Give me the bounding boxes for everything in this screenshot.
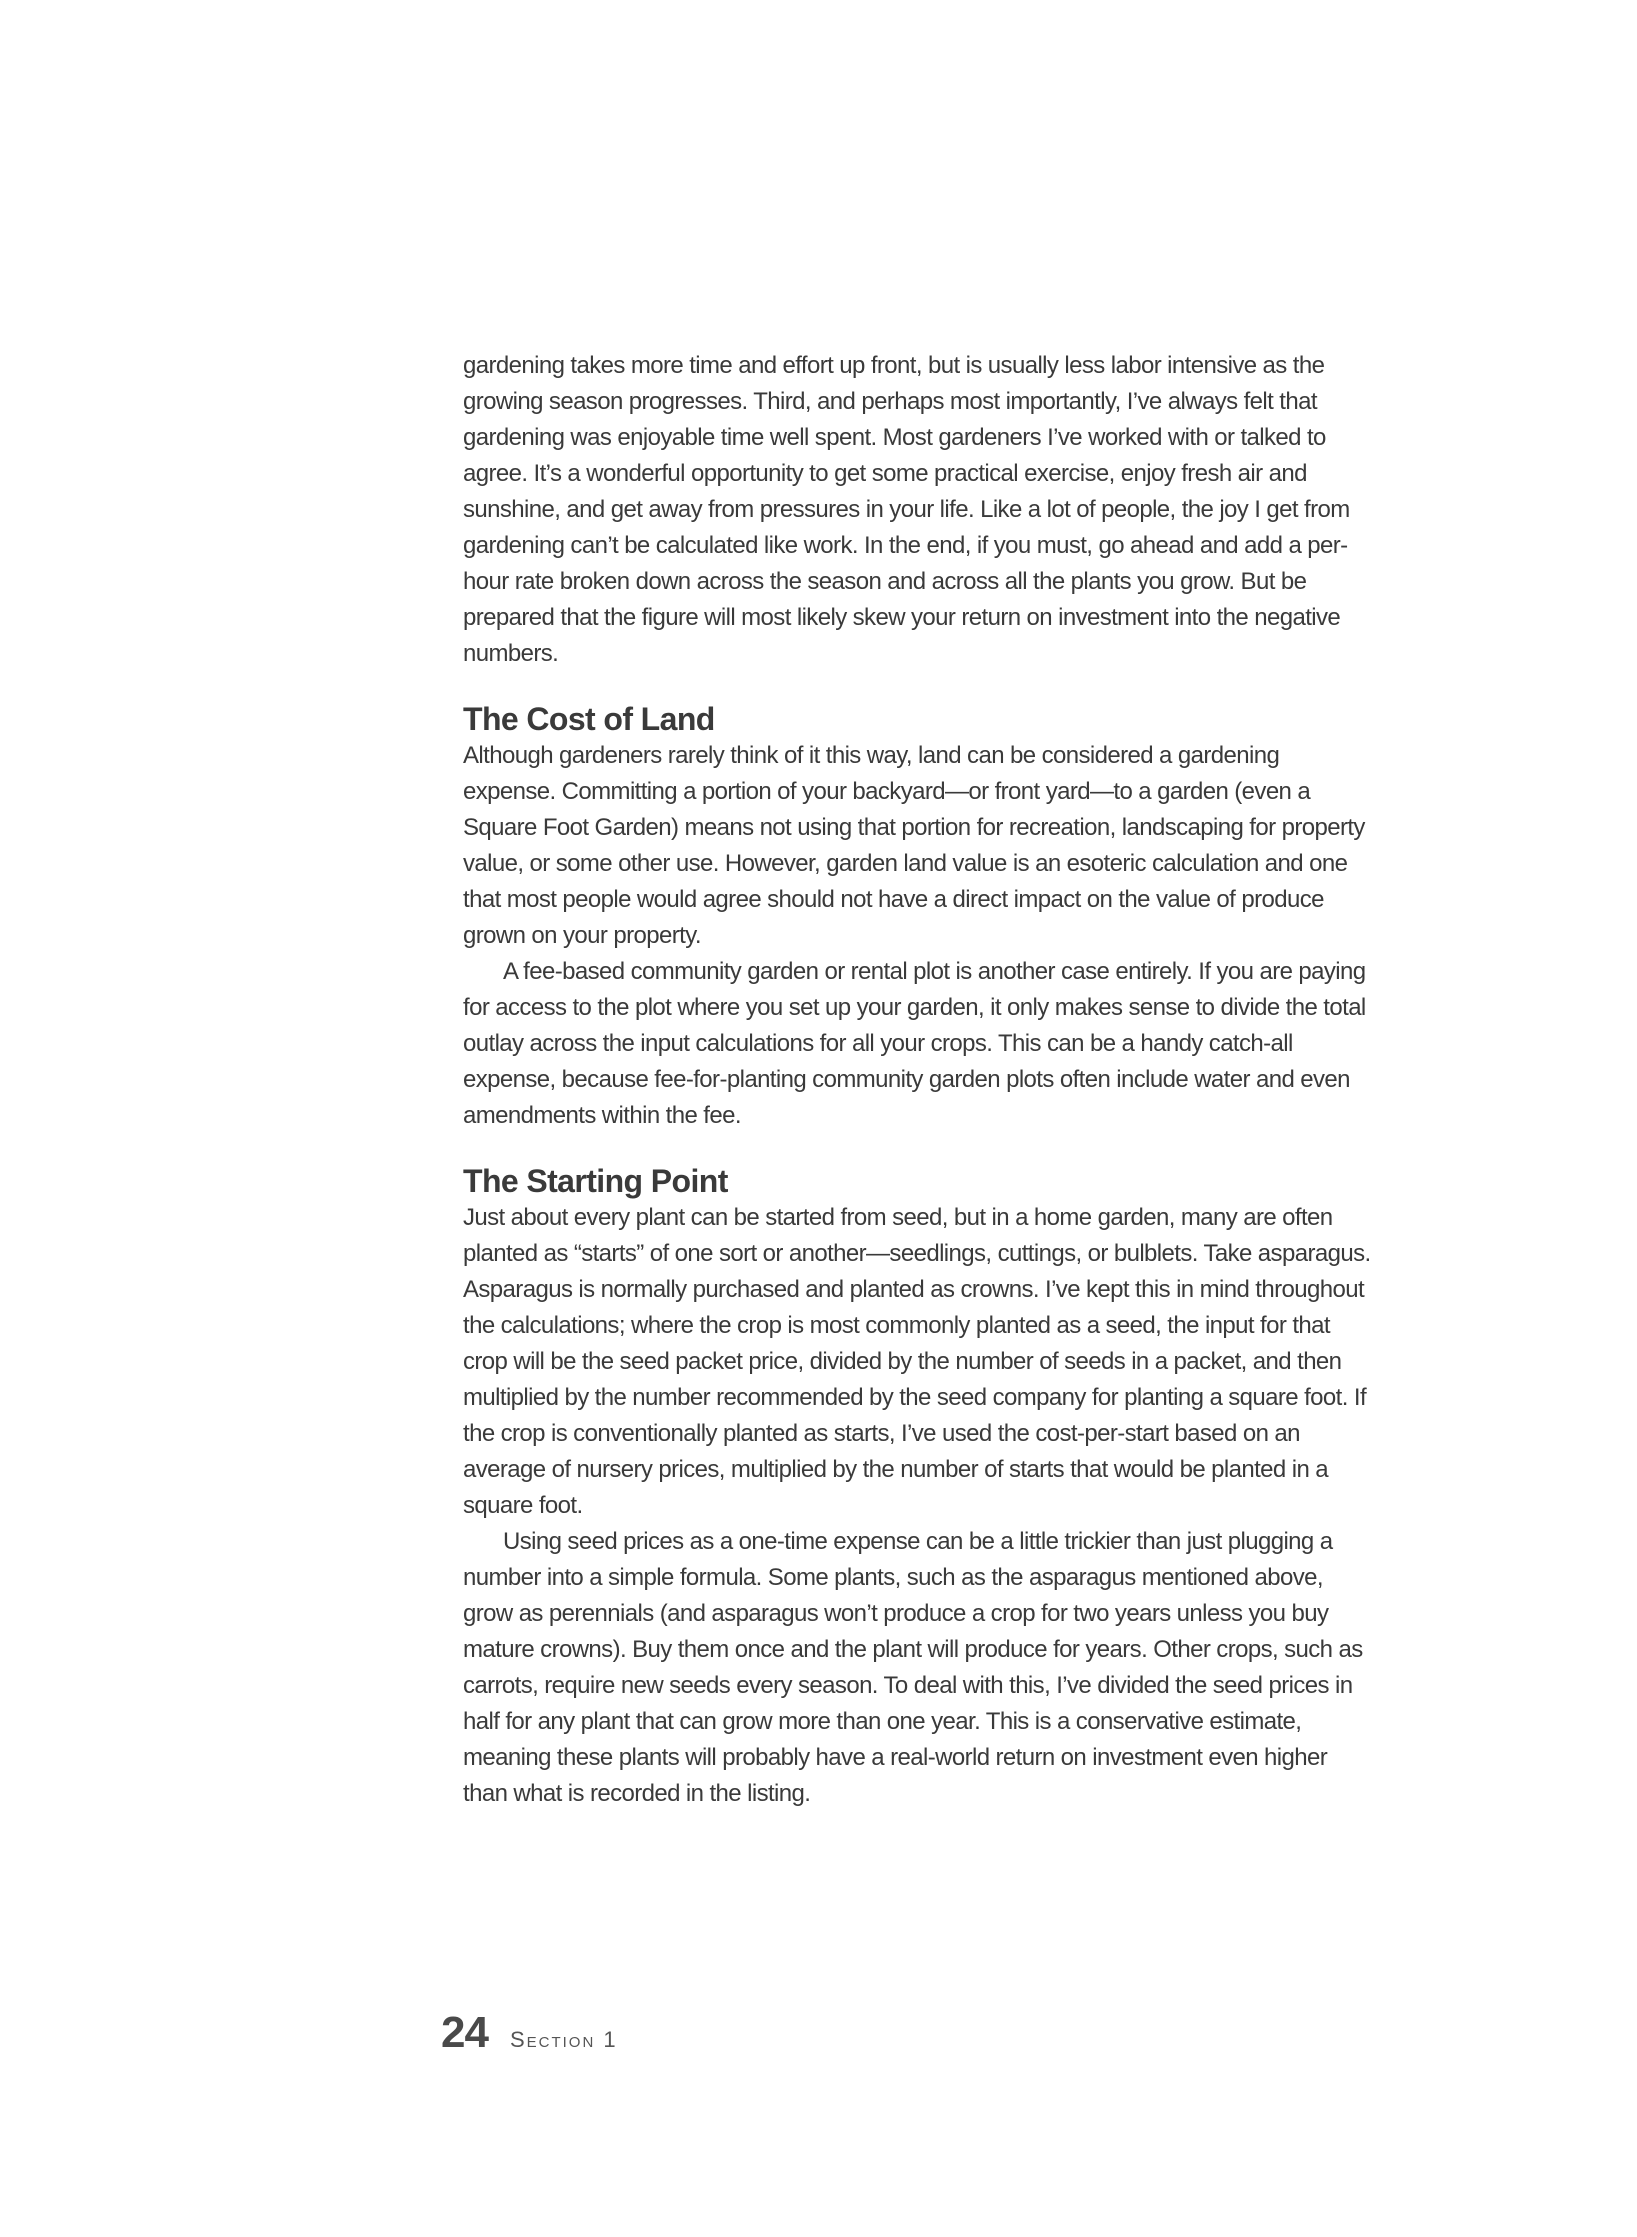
- page-number: 24: [441, 2008, 488, 2057]
- land-paragraph-2: A fee-based community garden or rental plot is another case entirely. If you are paying for access to the plot where you set up your garden, it only makes sense to divide the total outlay across the input calculations for all your crops. This can be a handy catch-all expense, because fee-for-planting community garden plots often include water and even amendments within the fee.: [463, 958, 1366, 1129]
- starting-paragraph-2: Using seed prices as a one-time expense can be a little trickier than just plugging a number into a simple formula. Some plants, such as the asparagus mentioned above, grow as perennials (and asparagus won’t produce a crop for two years unless you buy mature crowns). Buy them once and the plant will produce for years. Other crops, such as carrots, require new seeds every season. To deal with this, I’ve divided the seed prices in half for any plant that can grow more than one year. This is a conservative estimate, meaning these plants will probably have a real-world return on investment even higher than what is recorded in the listing.: [463, 1528, 1363, 1807]
- page-footer: [441, 2009, 618, 2064]
- text-column: [463, 348, 1373, 1812]
- starting-paragraph-1: Just about every plant can be started from seed, but in a home garden, many are often planted as “starts” of one sort or another—seedlings, cuttings, or bulblets. Take asparagus. Asparagus is normally purchased and planted as crowns. I’ve kept this in mind throughout the calculations; where the crop is most commonly planted as a seed, the input for that crop will be the seed packet price, divided by the number of seeds in a packet, and then multiplied by the number recommended by the seed company for planting a square foot. If the crop is conventionally planted as starts, I’ve used the cost-per-start based on an average of nursery prices, multiplied by the number of starts that would be planted in a square foot.: [463, 1204, 1371, 1519]
- land-paragraph-1: Although gardeners rarely think of it this way, land can be considered a gardening expense. Committing a portion of your backyard—or front yard—to a garden (even a Square Foot Garden) means not using that portion for recreation, landscaping for property value, or some other use. However, garden land value is an esoteric calculation and one that most people would agree should not have a direct impact on the value of produce grown on your property.: [463, 742, 1365, 949]
- heading-starting-point: The Starting Point: [463, 1163, 728, 1199]
- section-label: Section 1: [509, 2027, 618, 2052]
- intro-paragraph: gardening takes more time and effort up front, but is usually less labor intensive as the growing season progresses. Third, and perhaps most importantly, I’ve always felt that gardening was enjoyable time well spent. Most gardeners I’ve worked with or talked to agree. It’s a wonderful opportunity to get some practical exercise, enjoy fresh air and sunshine, and get away from pressures in your life. Like a lot of people, the joy I get from gardening can’t be calculated like work. In the end, if you must, go ahead and add a per-hour rate broken down across the season and across all the plants you grow. But be prepared that the figure will most likely skew your return on investment into the negative numbers.: [463, 352, 1350, 667]
- heading-cost-of-land: The Cost of Land: [463, 701, 715, 737]
